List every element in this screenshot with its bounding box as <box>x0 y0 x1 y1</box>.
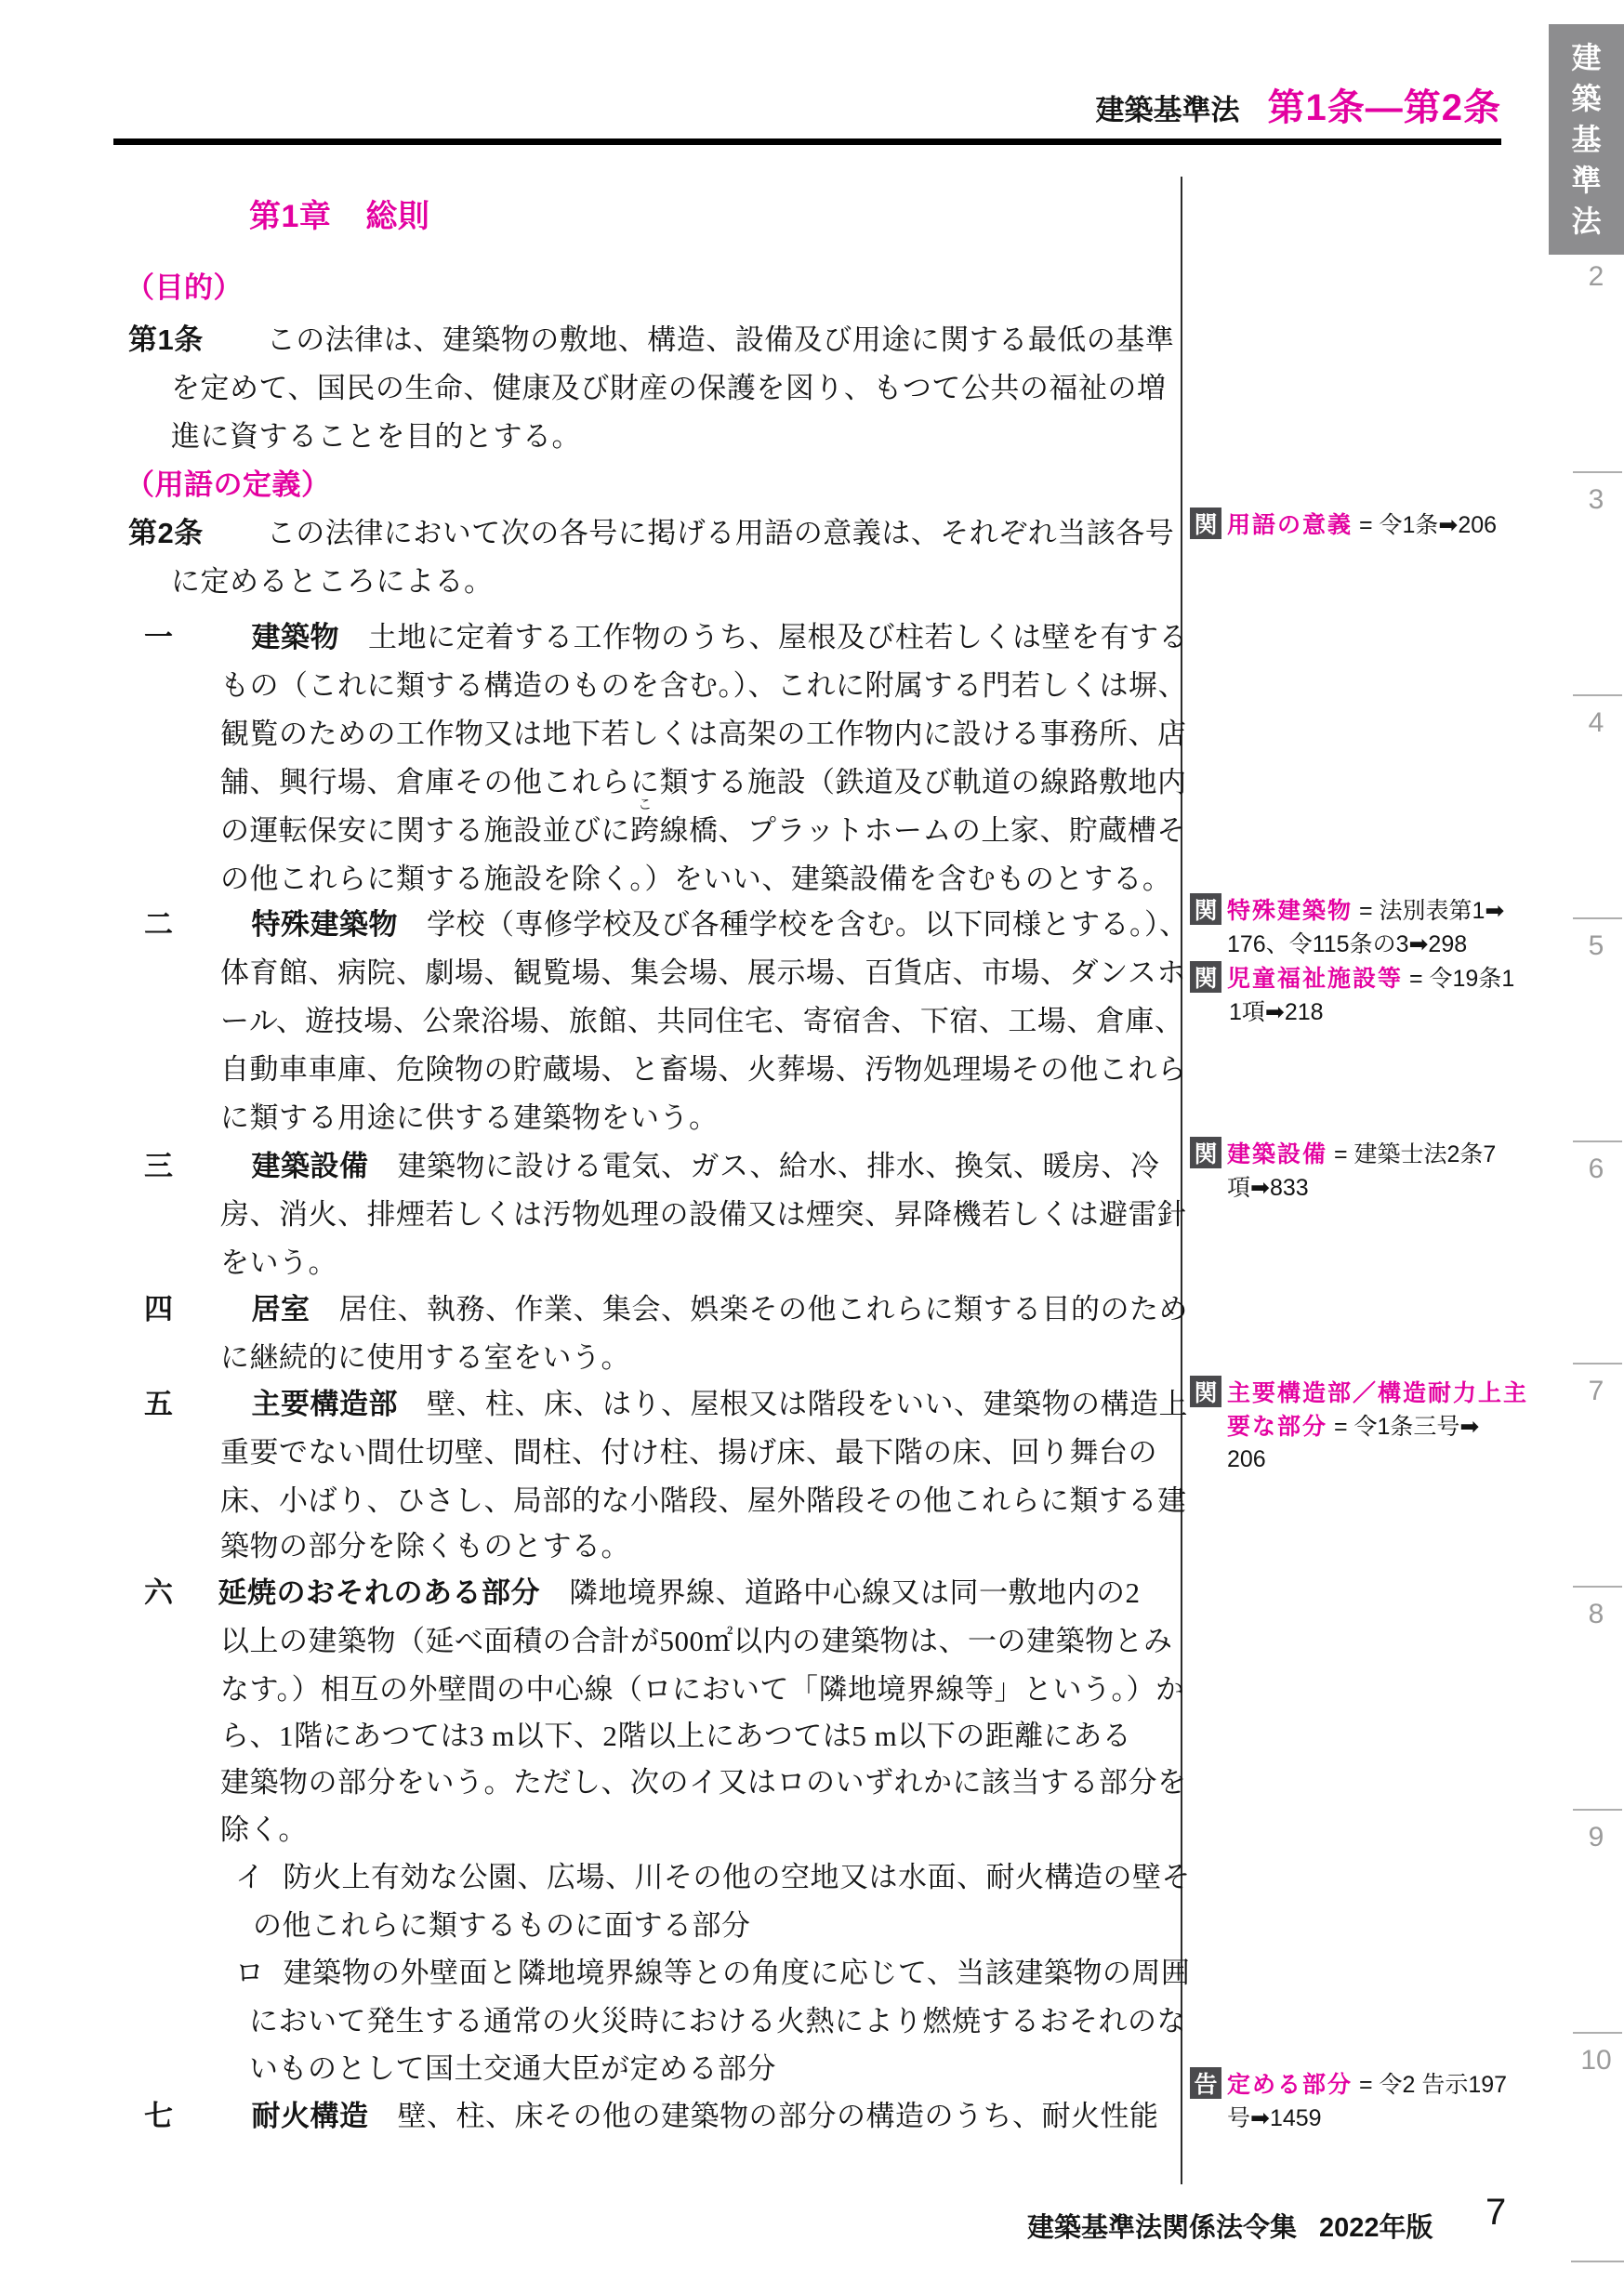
sidebar-tick <box>1573 2032 1622 2034</box>
emphasized-text: 延焼のおそれのある部分 <box>218 1576 540 1609</box>
body-line <box>125 270 243 307</box>
header-article-range: 第1条—第2条 <box>1267 87 1501 128</box>
text-run: ら、1階にあつては3 m以下、2階以上にあつては5 m以下の距離にある <box>220 1720 1132 1752</box>
footer-page-number: 7 <box>1485 2192 1507 2233</box>
footer-edition: 2022年版 <box>1319 2213 1433 2243</box>
note-keyword: 用語の意義 <box>1227 512 1353 538</box>
note-keyword: 建築設備 <box>1227 1141 1328 1167</box>
emphasized-text: 七 <box>144 2100 174 2132</box>
sidebar-tick <box>1573 1586 1622 1588</box>
page-header <box>1096 78 1502 131</box>
emphasized-text: 四 <box>144 1293 174 1325</box>
body-line <box>220 862 1171 898</box>
text-run: 隣地境界線、道路中心線又は同一敷地内の2 <box>569 1576 1141 1609</box>
body-line <box>144 620 1188 656</box>
note-tag-related: 関 <box>1190 1376 1221 1407</box>
emphasized-text: 第1章 <box>249 199 332 234</box>
tab-char: 建 <box>1571 41 1602 74</box>
body-line <box>220 1101 719 1137</box>
note-keyword: 特殊建築物 <box>1227 898 1353 924</box>
body-line <box>128 516 1174 552</box>
emphasized-text: 二 <box>144 908 174 941</box>
note-tag-notification: 告 <box>1190 2067 1221 2099</box>
text-run: もの（これに類する構造のものを含む。）、これに附属する門若しくは塀、 <box>220 669 1187 702</box>
text-run: 重要でない間仕切壁、間柱、付け柱、揚げ床、最下階の床、回り舞台の <box>220 1436 1157 1469</box>
body-line <box>220 1340 630 1377</box>
emphasized-text: 六 <box>144 1576 174 1609</box>
emphasized-text: 特殊建築物 <box>251 908 398 941</box>
tab-char: 築 <box>1571 82 1602 115</box>
text-run: に継続的に使用する室をいう。 <box>220 1341 630 1374</box>
text-run: ロ <box>235 1957 265 1989</box>
body-line <box>171 564 494 600</box>
body-line <box>235 1860 1191 1896</box>
body-line <box>220 1765 1187 1801</box>
text-run: = 令1条➡206 <box>1353 512 1498 538</box>
text-run: において発生する通常の火災時における火熱により燃焼するおそれのな <box>249 2005 1186 2037</box>
emphasized-text: 主要構造部 <box>251 1388 398 1420</box>
emphasized-text: 総則 <box>365 199 430 234</box>
margin-note-line <box>1227 897 1504 925</box>
text-run: 進に資することを目的とする。 <box>171 420 581 453</box>
margin-note-line <box>1227 1379 1528 1407</box>
text-run: 以上の建築物（延べ面積の合計が500㎡以内の建築物は、一の建築物とみ <box>220 1625 1173 1657</box>
sidebar-number: 7 <box>1588 1376 1604 1406</box>
note-tag-related: 関 <box>1190 508 1221 539</box>
body-line <box>249 2004 1186 2040</box>
header-rule <box>113 138 1501 145</box>
sidebar-tick <box>1573 1140 1622 1142</box>
emphasized-text: 一 <box>144 621 174 653</box>
text-run: 項➡833 <box>1227 1175 1309 1201</box>
text-run: 築物の部分を除くものとする。 <box>220 1530 630 1562</box>
sidebar-number: 4 <box>1588 707 1604 738</box>
body-line <box>220 1624 1173 1660</box>
body-line <box>220 1052 1187 1088</box>
text-run: の運転保安に関する施設並びに <box>220 814 630 847</box>
text-run: に類する用途に供する建築物をいう。 <box>220 1101 719 1134</box>
page-footer <box>1027 2207 1433 2245</box>
text-run: 176、令115条の3➡298 <box>1227 931 1468 957</box>
note-tag-related: 関 <box>1190 1137 1221 1168</box>
header-law-title: 建築基準法 <box>1095 94 1240 126</box>
body-line <box>220 1483 1187 1520</box>
note-keyword: 主要構造部／構造耐力上主 <box>1227 1380 1529 1406</box>
emphasized-text: 三 <box>144 1150 174 1182</box>
tab-char: 基 <box>1571 123 1602 156</box>
text-run: 建築物の部分をいう。ただし、次のイ又はロのいずれかに該当する部分を <box>220 1766 1187 1799</box>
emphasized-text: 耐火構造 <box>251 2100 369 2132</box>
text-run: 線橋、プラットホームの上家、貯蔵槽そ <box>659 814 1186 847</box>
text-run: なす。）相互の外壁間の中心線（ロにおいて「隣地境界線等」という。）か <box>220 1673 1185 1706</box>
emphasized-text: 建築設備 <box>251 1150 369 1182</box>
sidebar-tick <box>1573 1363 1622 1365</box>
body-line <box>220 1435 1157 1471</box>
body-line <box>144 1387 1188 1423</box>
sidebar-number: 5 <box>1588 930 1604 961</box>
emphasized-text: 建築物 <box>251 621 339 653</box>
footer-book-title: 建築基準法関係法令集 <box>1027 2213 1298 2243</box>
text-run: ール、遊技場、公衆浴場、旅館、共同住宅、寄宿舎、下宿、工場、倉庫、 <box>220 1005 1184 1037</box>
note-keyword: 定める部分 <box>1227 2072 1353 2098</box>
margin-note-line <box>1227 930 1467 958</box>
text-run: に定めるところによる。 <box>171 565 494 598</box>
text-run: 自動車車庫、危険物の貯蔵場、と畜場、火葬場、汚物処理場その他これら <box>220 1053 1187 1086</box>
text-run: をいう。 <box>220 1246 337 1279</box>
margin-note-line <box>1227 511 1497 539</box>
body-line <box>253 1908 751 1945</box>
body-line <box>144 1575 1141 1612</box>
text-run: この法律は、建築物の敷地、構造、設備及び用途に関する最低の基準 <box>266 323 1175 356</box>
text-run: 206 <box>1227 1446 1266 1472</box>
body-line <box>220 1672 1185 1708</box>
body-line <box>220 1004 1183 1040</box>
margin-note-line <box>1227 2104 1322 2132</box>
body-line <box>144 1292 1188 1328</box>
sidebar-tab-law-name <box>1549 24 1624 255</box>
text-run: 壁、柱、床、はり、屋根又は階段をいい、建築物の構造上 <box>427 1388 1188 1420</box>
text-run: 建築物に設ける電気、ガス、給水、排水、換気、暖房、冷 <box>397 1150 1160 1182</box>
body-line <box>220 798 1186 850</box>
sidebar-number: 6 <box>1588 1154 1604 1184</box>
note-keyword: 要な部分 <box>1227 1414 1328 1440</box>
tab-char: 法 <box>1571 204 1602 238</box>
ruby-base: 跨 こ <box>630 798 660 847</box>
body-line <box>220 668 1187 705</box>
sidebar-tick <box>1573 1809 1622 1811</box>
body-line <box>144 1149 1159 1185</box>
body-line <box>220 1197 1187 1233</box>
margin-note-line <box>1227 1140 1496 1168</box>
text-run: 号➡1459 <box>1227 2105 1322 2131</box>
body-line <box>144 907 1189 943</box>
text-run: 床、小ばり、ひさし、局部的な小階段、屋外階段その他これらに類する建 <box>220 1484 1187 1517</box>
text-run: イ <box>235 1861 265 1893</box>
body-line <box>128 323 1174 359</box>
body-line <box>249 2051 776 2088</box>
emphasized-text: 居室 <box>251 1293 310 1325</box>
sidebar-number: 2 <box>1588 261 1604 292</box>
emphasized-text: 五 <box>144 1388 174 1420</box>
text-run: 居住、執務、作業、集会、娯楽その他これらに類する目的のため <box>338 1293 1188 1325</box>
text-run: いものとして国土交通大臣が定める部分 <box>249 2052 776 2085</box>
margin-note-line <box>1229 998 1324 1026</box>
margin-note-line <box>1227 965 1514 993</box>
emphasized-text: （用語の定義） <box>125 468 331 501</box>
body-line <box>220 1529 630 1565</box>
text-run: = 令1条三号➡ <box>1327 1414 1480 1440</box>
text-run: 防火上有効な公園、広場、川その他の空地又は水面、耐火構造の壁そ <box>283 1861 1191 1893</box>
text-run: = 建築士法2条7 <box>1327 1141 1497 1167</box>
text-run: の他これらに類する施設を除く。）をいい、建築設備を含むものとする。 <box>220 863 1172 895</box>
body-line <box>220 1246 337 1282</box>
text-run: 土地に定着する工作物のうち、屋根及び柱若しくは壁を有する <box>368 621 1188 653</box>
text-run: 体育館、病院、劇場、観覧場、集会場、展示場、百貨店、市場、ダンスホ <box>220 956 1186 989</box>
body-line <box>220 1719 1131 1755</box>
text-run: 除く。 <box>220 1813 308 1846</box>
sidebar-number: 9 <box>1588 1822 1604 1852</box>
emphasized-text: （目的） <box>125 271 243 304</box>
text-run: 舗、興行場、倉庫その他これらに類する施設（鉄道及び軌道の線路敷地内 <box>220 766 1187 798</box>
margin-note-line <box>1227 1413 1479 1441</box>
body-line <box>249 197 429 238</box>
text-run: 壁、柱、床その他の建築物の部分の構造のうち、耐火性能 <box>397 2100 1159 2132</box>
text-run: この法律において次の各号に掲げる用語の意義は、それぞれ当該各号 <box>266 517 1175 549</box>
note-tag-related: 関 <box>1190 961 1221 993</box>
text-run: 学校（専修学校及び各種学校を含む。以下同様とする。）、 <box>427 908 1189 941</box>
body-line <box>220 956 1186 992</box>
text-run: 建築物の外壁面と隣地境界線等との角度に応じて、当該建築物の周囲 <box>283 1957 1191 1989</box>
body-line <box>171 419 581 455</box>
text-run: = 令19条1 <box>1403 966 1515 992</box>
body-line <box>220 765 1187 801</box>
text-run: 房、消火、排煙若しくは汚物処理の設備又は煙突、昇降機若しくは避雷針 <box>220 1198 1187 1231</box>
emphasized-text: 第1条 <box>128 323 204 356</box>
note-keyword: 児童福祉施設等 <box>1227 966 1404 992</box>
text-run: = 法別表第1➡ <box>1353 898 1505 924</box>
sidebar-tick <box>1573 471 1622 473</box>
margin-note-line <box>1227 1445 1266 1473</box>
ruby-text: こ <box>638 798 653 812</box>
sidebar-number: 8 <box>1588 1599 1604 1629</box>
body-line <box>125 468 331 504</box>
note-tag-related: 関 <box>1190 893 1221 925</box>
text-run: を定めて、国民の生命、健康及び財産の保護を図り、もつて公共の福祉の増 <box>171 372 1167 404</box>
sidebar-tick <box>1573 917 1622 919</box>
body-line <box>144 2099 1159 2135</box>
sidebar-number: 10 <box>1580 2045 1612 2076</box>
body-line <box>220 717 1187 753</box>
text-run: 1項➡218 <box>1229 999 1324 1025</box>
bottom-corner-line <box>1571 2261 1624 2262</box>
sidebar-tick <box>1573 694 1622 696</box>
text-run: 観覧のための工作物又は地下若しくは高架の工作物内に設ける事務所、店 <box>220 718 1187 750</box>
margin-note-line <box>1227 2071 1507 2099</box>
body-line <box>235 1956 1190 1992</box>
text-run: の他これらに類するものに面する部分 <box>253 1909 751 1942</box>
body-line <box>220 1813 308 1849</box>
margin-note-line <box>1227 1174 1309 1202</box>
tab-char: 準 <box>1571 164 1602 197</box>
emphasized-text: 第2条 <box>128 517 204 549</box>
text-run: = 令2 告示197 <box>1353 2072 1508 2098</box>
body-line <box>171 371 1166 407</box>
sidebar-number: 3 <box>1588 484 1604 515</box>
